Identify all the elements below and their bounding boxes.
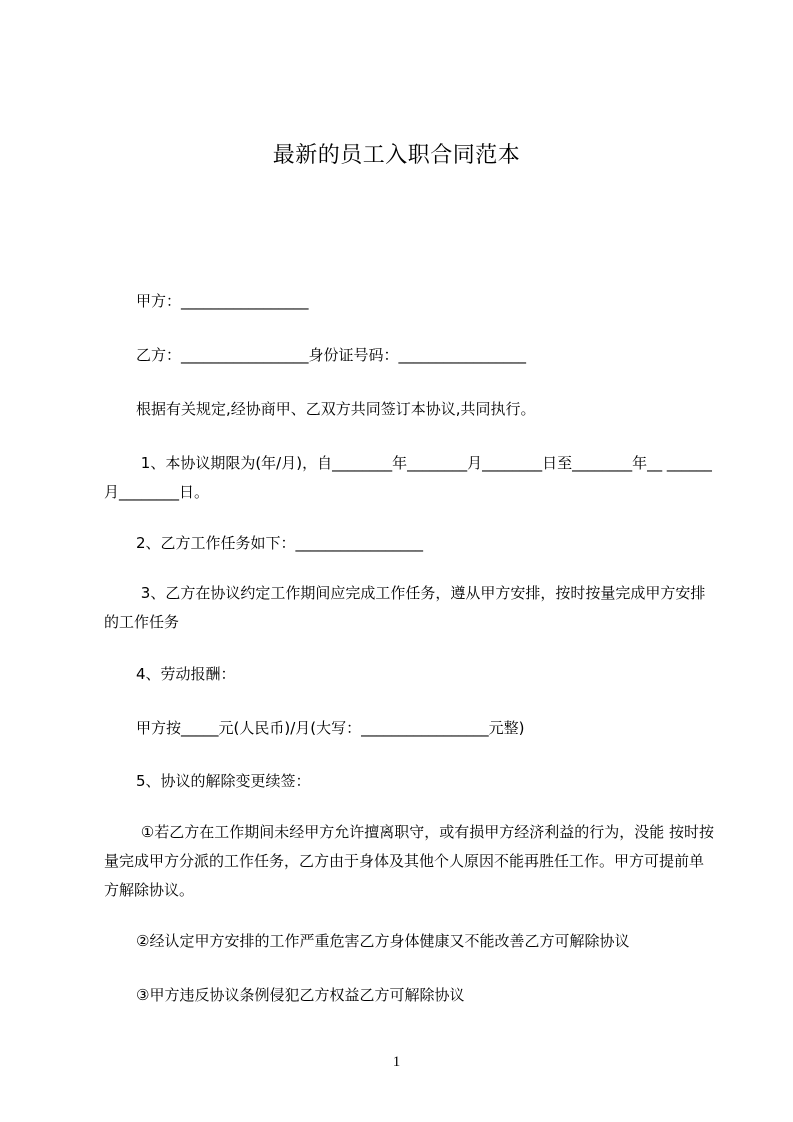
intro-paragraph: 根据有关规定,经协商甲、乙双方共同签订本协议,共同执行。 bbox=[136, 400, 536, 418]
clause-5-heading: 5、协议的解除变更续签： bbox=[136, 772, 311, 790]
clause-4-payment: 甲方按_____元(人民币)/月(大写：_________________元整) bbox=[136, 719, 525, 737]
party-a-line: 甲方：_________________ bbox=[136, 292, 309, 310]
clause-1-term: 1、本协议期限为(年/月)，自________年________月________日至________年__ ______月________日。 bbox=[104, 454, 712, 501]
clause-3-duties: 3、乙方在协议约定工作期间应完成工作任务，遵从甲方安排，按时按量完成甲方安排的工作任务 bbox=[104, 584, 706, 631]
clause-5-item-1: ①若乙方在工作期间未经甲方允许擅离职守，或有损甲方经济利益的行为，没能 按时按量完成甲方分派的工作任务，乙方由于身体及其他个人原因不能再胜任工作。甲方可提前单方解除协议。 bbox=[104, 823, 715, 899]
clause-2-tasks: 2、乙方工作任务如下：_________________ bbox=[136, 534, 424, 552]
clause-5-item-3: ③甲方违反协议条例侵犯乙方权益乙方可解除协议 bbox=[136, 986, 465, 1004]
page-number: 1 bbox=[392, 1054, 401, 1070]
party-b-line: 乙方：_________________身份证号码：_________________ bbox=[136, 346, 527, 364]
document-title: 最新的员工入职合同范本 bbox=[272, 143, 521, 168]
clause-5-item-2: ②经认定甲方安排的工作严重危害乙方身体健康又不能改善乙方可解除协议 bbox=[136, 932, 630, 950]
clause-4-heading: 4、劳动报酬： bbox=[136, 665, 236, 683]
